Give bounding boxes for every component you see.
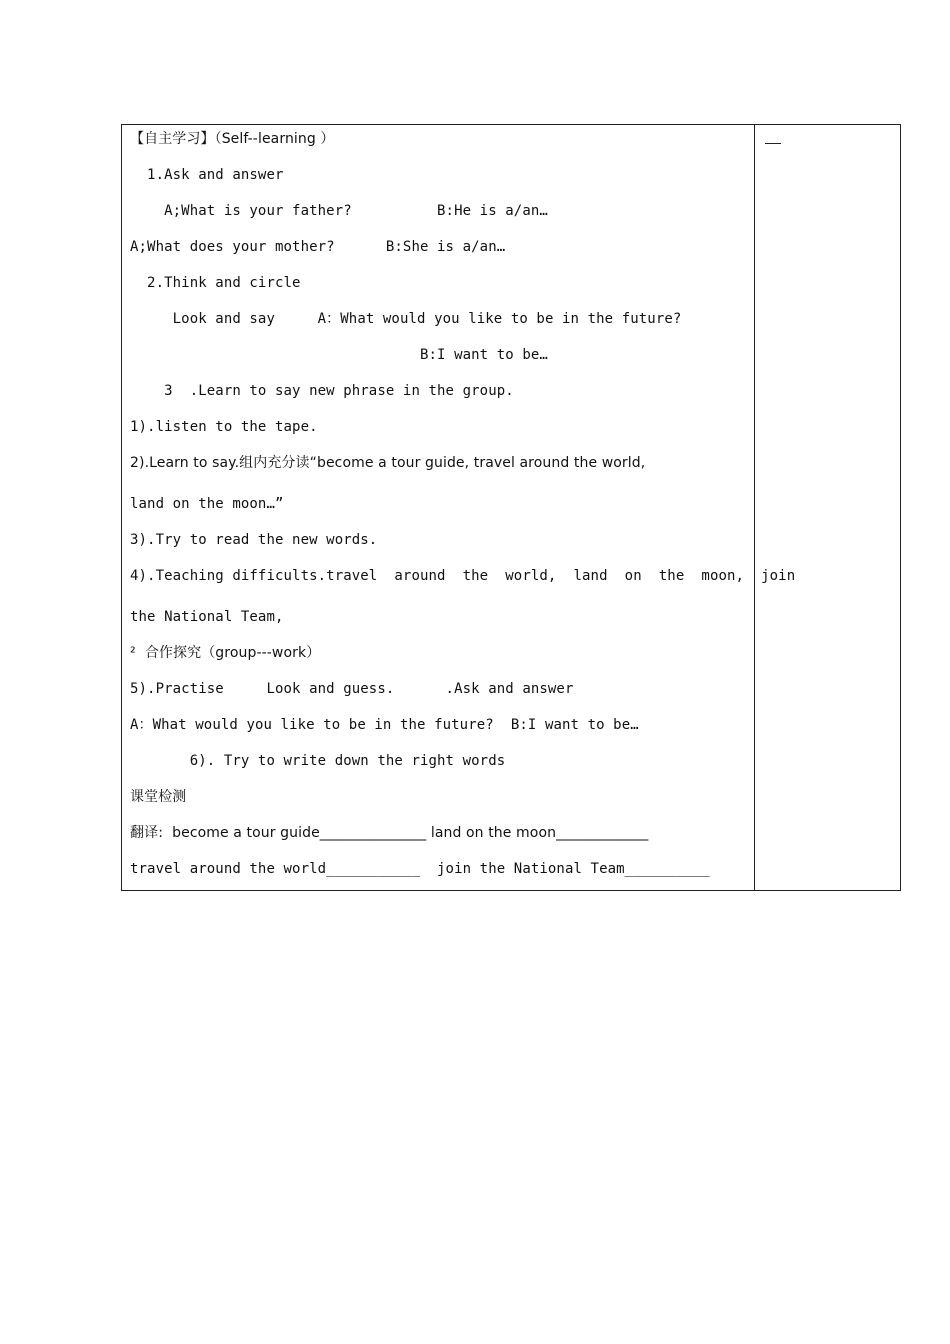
item-ask-and-answer: 1.Ask and answer — [130, 167, 284, 183]
dialog-line-mother: A;What does your mother? B:She is a/an… — [130, 239, 506, 255]
step-practise: 5).Practise Look and guess. .Ask and answer — [130, 681, 574, 697]
step-teaching-difficults-continued: the National Team, — [130, 609, 284, 625]
item-think-and-circle: 2.Think and circle — [130, 275, 301, 291]
section-heading-group-work: ² 合作探究（group---work） — [130, 645, 321, 661]
step-learn-to-say-continued: land on the moon…” — [130, 496, 284, 512]
section-heading-self-learning: 【自主学习】（Self--learning ） — [130, 131, 335, 147]
item-learn-new-phrase: 3 .Learn to say new phrase in the group. — [130, 383, 514, 399]
dialog-line-future-answer: B:I want to be… — [130, 347, 548, 363]
step-write-right-words: 6). Try to write down the right words — [130, 753, 506, 769]
translation-exercise-line-1: 翻译: become a tour guide_______________ land on the moon_____________ — [130, 825, 649, 841]
dialog-line-father: A;What is your father? B:He is a/an… — [130, 203, 548, 219]
step-learn-to-say: 2).Learn to say.组内充分读“become a tour guide, travel around the world, — [130, 455, 646, 471]
step-read-new-words: 3).Try to read the new words. — [130, 532, 378, 548]
dialog-line-practise: A：What would you like to be in the future? B:I want to be… — [130, 717, 639, 733]
section-heading-class-test: 课堂检测 — [130, 789, 187, 805]
column-divider — [754, 125, 755, 890]
side-column-dash — [765, 143, 781, 144]
step-teaching-difficults: 4).Teaching difficults.travel around the world, land on the moon, join — [130, 568, 796, 584]
worksheet-table — [121, 124, 901, 891]
translation-exercise-line-2: travel around the world___________ join the National Team__________ — [130, 861, 710, 877]
step-listen-to-tape: 1).listen to the tape. — [130, 419, 318, 435]
dialog-line-future-question: Look and say A：What would you like to be in the future? — [130, 311, 682, 327]
